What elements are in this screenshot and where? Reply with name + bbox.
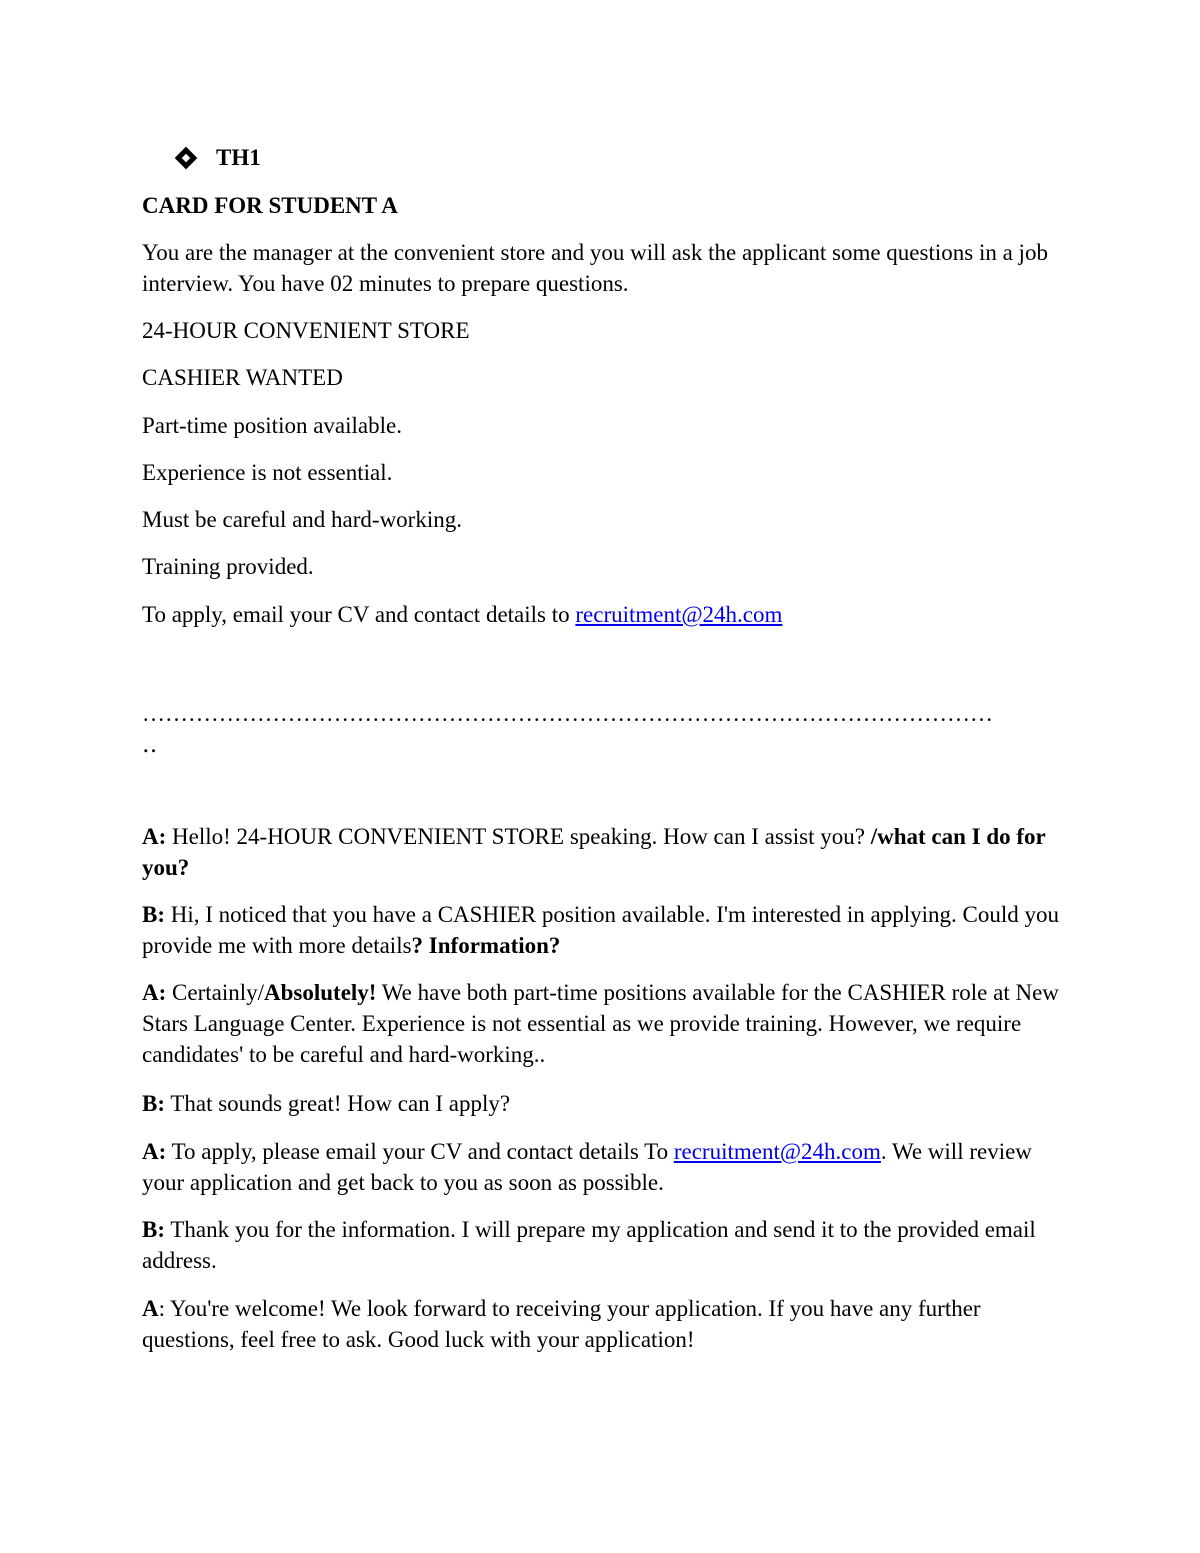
speaker-label: A:	[142, 1139, 167, 1164]
ad-apply-line	[142, 599, 1062, 630]
ad-apply-text: To apply, email your CV and contact details to	[142, 602, 576, 627]
dialogue-turn	[142, 899, 1062, 961]
ad-line-experience: Experience is not essential.	[142, 460, 393, 485]
ad-store-name: 24-HOUR CONVENIENT STORE	[142, 318, 470, 343]
dialogue-turn	[142, 1088, 1062, 1119]
dialogue-turn	[142, 977, 1062, 1070]
dialogue-text: Hi, I noticed that you have a CASHIER position available. I'm interested in applying. Could you provide me with more details	[142, 902, 1059, 958]
dialogue-turn	[142, 1136, 1062, 1198]
dialogue-text: That sounds great! How can I apply?	[165, 1091, 511, 1116]
dialogue-text: . We will review your application and get back to you as soon as possible.	[142, 1139, 1032, 1195]
dialogue-text: Thank you for the information. I will prepare my application and send it to the provided email address.	[142, 1217, 1036, 1273]
ad-wanted: CASHIER WANTED	[142, 365, 343, 390]
diamond-bullet-icon	[175, 146, 198, 169]
dialogue-text: : You're welcome! We look forward to receiving your application. If you have any further questions, feel free to ask. Good luck with your application!	[142, 1296, 981, 1352]
speaker-label: A	[142, 1296, 159, 1321]
dialogue-turn	[142, 821, 1062, 883]
dialogue-turn	[142, 1214, 1062, 1276]
ad-line-part-time: Part-time position available.	[142, 413, 402, 438]
speaker-label: B:	[142, 1217, 165, 1242]
section-heading	[142, 142, 1062, 173]
ad-line-training: Training provided.	[142, 554, 314, 579]
dialogue-text: We have both part-time positions available for the CASHIER role at New Stars Language Center. Experience is not essential as we provide training. However, we require candidates' to be careful and hard-working..	[142, 980, 1059, 1067]
section-heading-label: TH1	[216, 145, 261, 170]
dialogue-text: Hello! 24-HOUR CONVENIENT STORE speaking. How can I assist you?	[166, 824, 871, 849]
email-link[interactable]: recruitment@24h.com	[673, 1139, 881, 1164]
speaker-label: B:	[142, 902, 165, 927]
ad-line-careful: Must be careful and hard-working.	[142, 507, 462, 532]
dialogue-text: Certainly/	[166, 980, 265, 1005]
dialogue-turn	[142, 1293, 1062, 1355]
instructions: You are the manager at the convenient store and you will ask the applicant some questions in a job interview. You have 02 minutes to prepare questions.	[142, 240, 1048, 296]
speaker-label: A:	[142, 980, 167, 1005]
card-title: CARD FOR STUDENT A	[142, 193, 398, 218]
dotted-divider-tail: ‥	[142, 732, 158, 757]
dialogue-text: Absolutely!	[264, 980, 377, 1005]
speaker-label: B:	[142, 1091, 165, 1116]
email-link[interactable]: recruitment@24h.com	[575, 602, 783, 627]
dotted-divider: …………………………………………………………………………………………………	[142, 701, 993, 726]
speaker-label: A:	[142, 824, 167, 849]
dialogue-text: ? Information?	[411, 933, 561, 958]
dialogue-text: /what can I do for you?	[142, 824, 1046, 880]
dialogue-text: To apply, please email your CV and contact details To	[166, 1139, 674, 1164]
